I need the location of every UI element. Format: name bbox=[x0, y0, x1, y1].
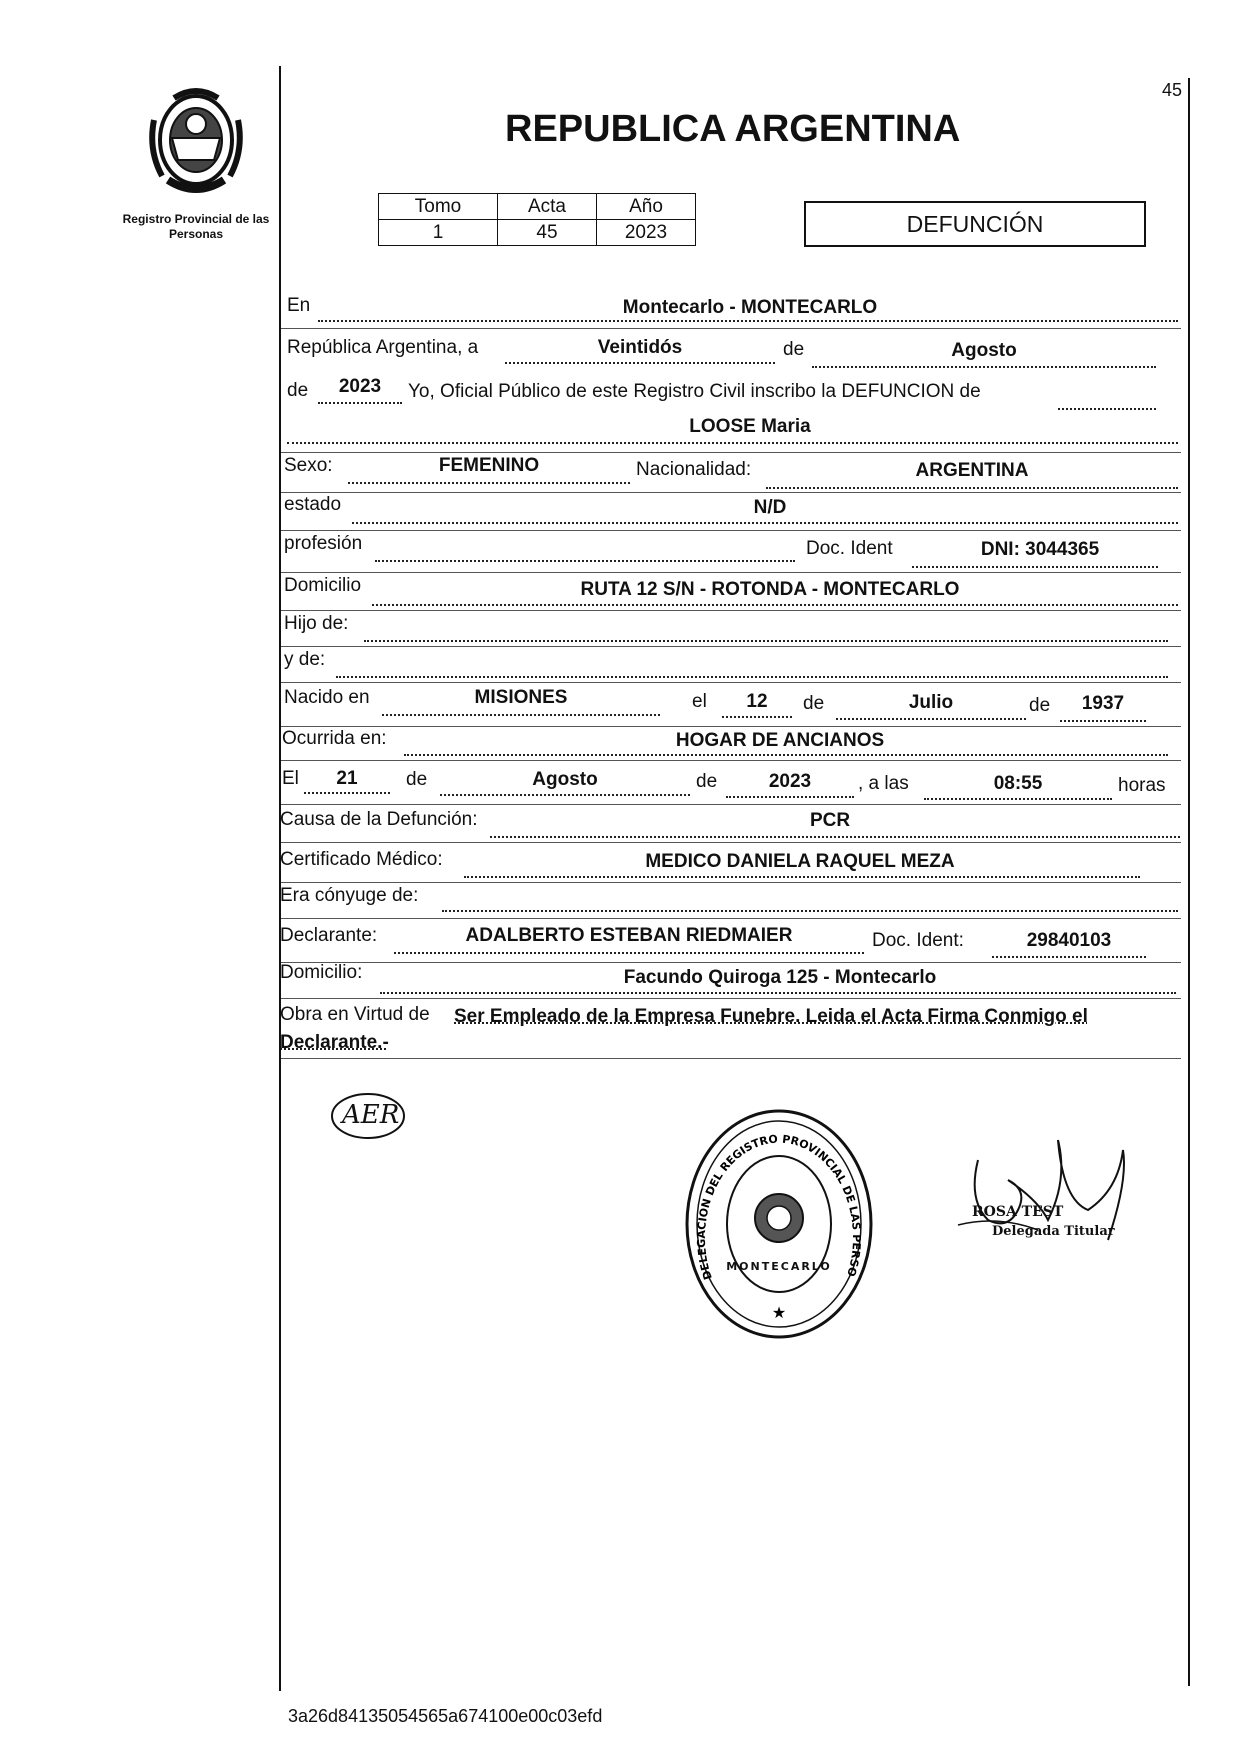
horas-label: horas bbox=[1118, 775, 1166, 796]
declarante-doc-label: Doc. Ident: bbox=[872, 930, 964, 951]
sexo-dots bbox=[348, 482, 630, 484]
nacido-place-dots bbox=[382, 714, 660, 716]
causa-dots bbox=[490, 836, 1180, 838]
en-dots bbox=[318, 320, 1178, 322]
hijo-dots bbox=[364, 640, 1168, 642]
el-label: el bbox=[692, 691, 707, 712]
causa-label: Causa de la Defunción: bbox=[280, 809, 478, 830]
sexo-label: Sexo: bbox=[284, 455, 333, 476]
tomo-value: 1 bbox=[379, 220, 498, 246]
nacionalidad-label: Nacionalidad: bbox=[636, 459, 752, 480]
death-year-dots bbox=[726, 796, 854, 798]
certificate-value: MEDICO DANIELA RAQUEL MEZA bbox=[645, 851, 955, 872]
birth-day-dots bbox=[722, 716, 792, 718]
row-separator bbox=[281, 530, 1181, 531]
nacido-label: Nacido en bbox=[284, 687, 370, 708]
birth-year-dots bbox=[1060, 720, 1146, 722]
death-time-dots bbox=[924, 798, 1112, 800]
inscription-dots bbox=[1058, 408, 1156, 410]
row-separator bbox=[281, 646, 1181, 647]
row-separator bbox=[281, 328, 1181, 329]
left-margin-line bbox=[279, 66, 281, 1691]
day-words-value: Veintidós bbox=[597, 337, 683, 358]
hijo-label: Hijo de: bbox=[284, 613, 349, 634]
obra-label: Obra en Virtud de bbox=[280, 1004, 430, 1025]
declarant-value: ADALBERTO ESTEBAN RIEDMAIER bbox=[465, 925, 793, 946]
domicilio-dots bbox=[372, 604, 1178, 606]
conyuge-label: Era cónyuge de: bbox=[280, 885, 419, 906]
svg-text:★: ★ bbox=[771, 1303, 787, 1322]
row-separator bbox=[281, 1058, 1181, 1059]
provincial-emblem-logo bbox=[140, 80, 252, 196]
declarante-doc-dots bbox=[992, 956, 1146, 958]
death-day-value: 21 bbox=[336, 768, 358, 789]
row-separator bbox=[281, 610, 1181, 611]
alas-label: , a las bbox=[858, 773, 909, 794]
registry-name: Registro Provincial de las Personas bbox=[122, 212, 270, 241]
de1-label: de bbox=[803, 693, 825, 714]
signature bbox=[918, 1120, 1168, 1280]
de2-fecha-label: de bbox=[696, 771, 718, 792]
birth-year-value: 1937 bbox=[1081, 693, 1125, 714]
day-dots bbox=[505, 362, 775, 364]
dni-value: DNI: 3044365 bbox=[980, 539, 1100, 560]
conyuge-dots bbox=[442, 910, 1178, 912]
row-separator bbox=[281, 998, 1181, 999]
signature-stamp-line1: ROSA TEST bbox=[972, 1204, 1064, 1220]
estado-value: N/D bbox=[753, 497, 787, 518]
certificado-label: Certificado Médico: bbox=[280, 849, 443, 870]
row-separator bbox=[281, 760, 1181, 761]
domicilio2-dots bbox=[380, 992, 1176, 994]
anio-header: Año bbox=[597, 194, 696, 220]
seal-arc-text: DELEGACION DEL REGISTRO PROVINCIAL DE LAS PERSO bbox=[694, 1132, 864, 1282]
ocurrida-label: Ocurrida en: bbox=[282, 728, 387, 749]
row-separator bbox=[281, 726, 1181, 727]
doc-ident-dots bbox=[912, 566, 1158, 568]
domicilio-value: RUTA 12 S/N - ROTONDA - MONTECARLO bbox=[580, 579, 960, 600]
year-value: 2023 bbox=[338, 376, 382, 397]
official-seal bbox=[684, 1108, 874, 1340]
ocurrida-dots bbox=[404, 754, 1168, 756]
en-label: En bbox=[287, 295, 311, 316]
de2-label: de bbox=[1029, 695, 1051, 716]
domicilio2-label: Domicilio: bbox=[280, 962, 363, 983]
death-day-dots bbox=[304, 792, 390, 794]
de-label: de bbox=[783, 339, 805, 360]
death-year-value: 2023 bbox=[768, 771, 812, 792]
record-type-box: DEFUNCIÓN bbox=[804, 201, 1146, 247]
estado-label: estado bbox=[284, 494, 342, 515]
record-number-table bbox=[378, 193, 696, 246]
anio-value: 2023 bbox=[597, 220, 696, 246]
inscription-text: Yo, Oficial Público de este Registro Civil inscribo la DEFUNCION de bbox=[408, 381, 981, 402]
obra-value: Ser Empleado de la Empresa Funebre. Leida el Acta Firma Conmigo el bbox=[454, 1006, 1088, 1027]
row-separator bbox=[281, 842, 1181, 843]
yde-dots bbox=[336, 676, 1168, 678]
right-margin-line bbox=[1188, 78, 1190, 1686]
declarant-doc-value: 29840103 bbox=[1026, 930, 1112, 951]
el-fecha-label: El bbox=[282, 768, 299, 789]
sexo-value: FEMENINO bbox=[438, 455, 540, 476]
year-dots bbox=[318, 402, 402, 404]
yde-label: y de: bbox=[284, 649, 326, 670]
signature-stamp-line2: Delegada Titular bbox=[992, 1224, 1115, 1239]
row-separator bbox=[281, 918, 1181, 919]
certificado-dots bbox=[464, 876, 1140, 878]
declarante-label: Declarante: bbox=[280, 925, 378, 946]
death-month-dots bbox=[440, 794, 690, 796]
page-title: REPUBLICA ARGENTINA bbox=[505, 108, 961, 150]
month-dots bbox=[812, 366, 1156, 368]
birth-place-value: MISIONES bbox=[474, 687, 568, 708]
acta-header: Acta bbox=[498, 194, 597, 220]
place-value: Montecarlo - MONTECARLO bbox=[622, 297, 878, 318]
birth-month-value: Julio bbox=[908, 692, 954, 713]
domicilio-label: Domicilio bbox=[284, 575, 362, 596]
declarant-address-value: Facundo Quiroga 125 - Montecarlo bbox=[623, 967, 937, 988]
document-hash: 3a26d84135054565a674100e00c03efd bbox=[288, 1706, 603, 1726]
row-separator bbox=[281, 452, 1181, 453]
tomo-header: Tomo bbox=[379, 194, 498, 220]
declarante-dots bbox=[394, 952, 864, 954]
birth-month-dots bbox=[836, 718, 1026, 720]
month-value: Agosto bbox=[951, 340, 1017, 361]
doc-ident-label: Doc. Ident bbox=[806, 538, 893, 559]
initials-text: AER bbox=[342, 1100, 400, 1130]
nacionalidad-value: ARGENTINA bbox=[915, 460, 1029, 481]
republica-label: República Argentina, a bbox=[287, 337, 479, 358]
deceased-name-value: LOOSE Maria bbox=[689, 416, 811, 437]
row-separator bbox=[281, 962, 1181, 963]
row-separator bbox=[281, 572, 1181, 573]
nacionalidad-dots bbox=[766, 487, 1178, 489]
death-time-value: 08:55 bbox=[993, 773, 1043, 794]
profesion-dots bbox=[375, 560, 795, 562]
de1-fecha-label: de bbox=[406, 769, 428, 790]
death-place-value: HOGAR DE ANCIANOS bbox=[675, 730, 885, 751]
cause-value: PCR bbox=[809, 810, 851, 831]
page-number: 45 bbox=[1162, 80, 1183, 100]
name-dots bbox=[287, 442, 1178, 444]
acta-value: 45 bbox=[498, 220, 597, 246]
profesion-label: profesión bbox=[284, 533, 363, 554]
row-separator bbox=[281, 492, 1181, 493]
death-month-value: Agosto bbox=[532, 769, 598, 790]
row-separator bbox=[281, 682, 1181, 683]
de-year-label: de bbox=[287, 380, 309, 401]
estado-dots bbox=[352, 522, 1178, 524]
obra-value-continued: Declarante.- bbox=[280, 1032, 389, 1053]
row-separator bbox=[281, 882, 1181, 883]
row-separator bbox=[281, 804, 1181, 805]
birth-day-value: 12 bbox=[746, 691, 768, 712]
seal-center-text: MONTECARLO bbox=[726, 1260, 832, 1273]
